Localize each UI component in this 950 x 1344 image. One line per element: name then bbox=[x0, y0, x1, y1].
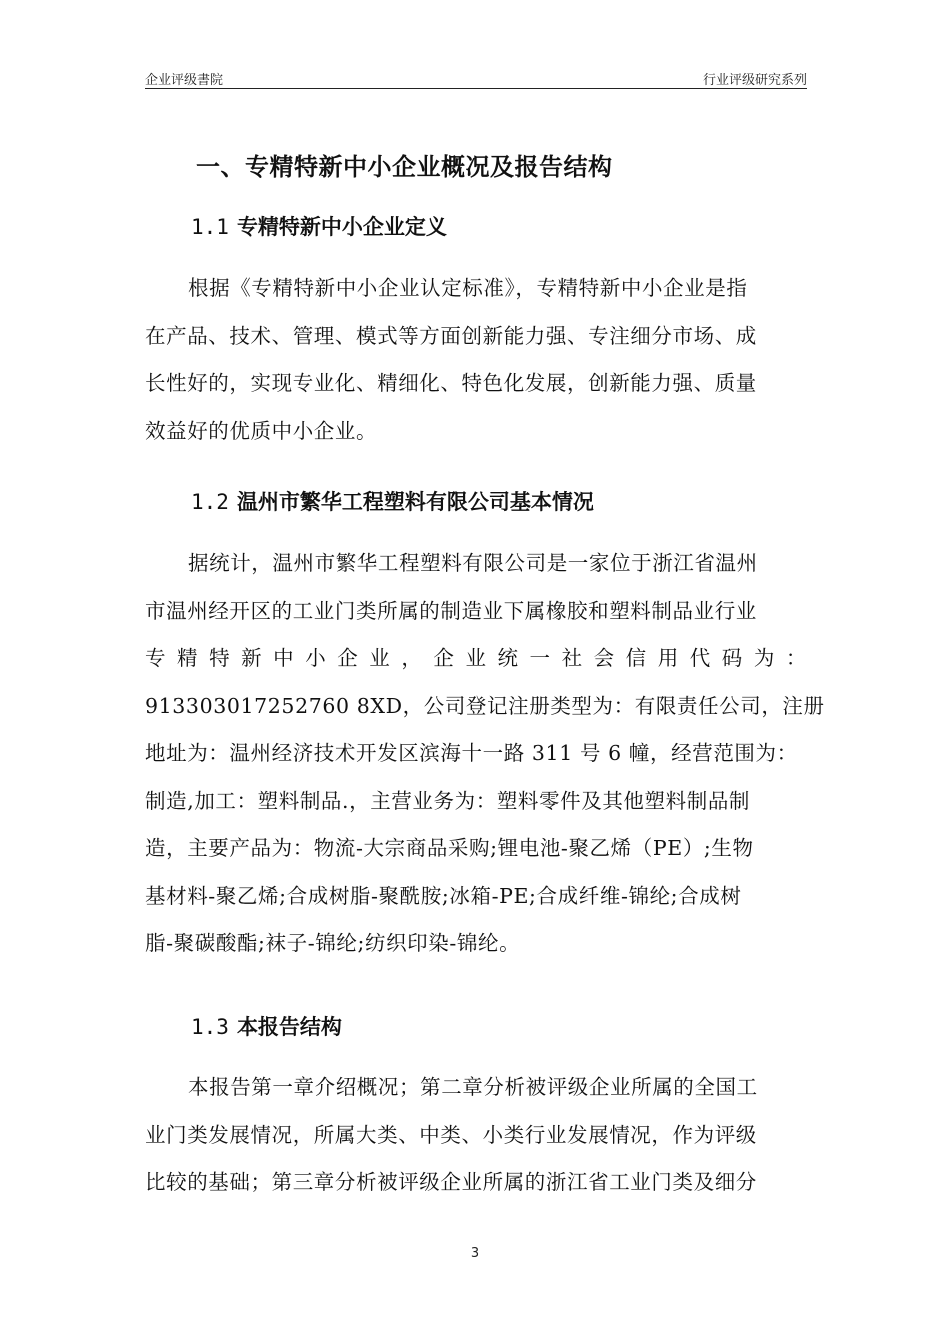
page-number: 3 bbox=[470, 1246, 480, 1261]
header-right-text: 行业评级研究系列 bbox=[702, 73, 807, 88]
paragraph-line: 长性好的，实现专业化、精细化、特色化发展，创新能力强、质量 bbox=[145, 371, 757, 395]
paragraph-line: 在产品、技术、管理、模式等方面创新能力强、专注细分市场、成 bbox=[145, 323, 757, 348]
paragraph-company-info bbox=[145, 540, 825, 968]
section-title: 本报告结构 bbox=[236, 1015, 342, 1039]
section-number: 1.3 bbox=[191, 1015, 229, 1039]
chapter-title: 一、专精特新中小企业概况及报告结构 bbox=[196, 153, 613, 181]
paragraph-line: 基材料-聚乙烯;合成树脂-聚酰胺;冰箱-PE;合成纤维-锦纶;合成树 bbox=[145, 883, 742, 908]
paragraph-line: 913303017252760 8XD，公司登记注册类型为：有限责任公司，注册 bbox=[145, 693, 825, 718]
section-heading-1-1 bbox=[191, 211, 447, 241]
section-number: 1.1 bbox=[191, 215, 229, 239]
section-heading-1-3 bbox=[191, 1011, 342, 1041]
paragraph-line: 市温州经开区的工业门类所属的制造业下属橡胶和塑料制品业行业 bbox=[145, 598, 757, 623]
section-title: 温州市繁华工程塑料有限公司基本情况 bbox=[236, 490, 594, 514]
section-number: 1.2 bbox=[191, 490, 229, 514]
paragraph-definition bbox=[145, 265, 807, 455]
paragraph-line: 据统计，温州市繁华工程塑料有限公司是一家位于浙江省温州 bbox=[188, 551, 758, 575]
paragraph-report-structure bbox=[145, 1064, 807, 1207]
paragraph-line: 地址为：温州经济技术开发区滨海十一路 311 号 6 幢，经营范围为： bbox=[145, 741, 798, 765]
paragraph-line: 造，主要产品为：物流-大宗商品采购;锂电池-聚乙烯（PE）;生物 bbox=[145, 836, 754, 860]
paragraph-line: 根据《专精特新中小企业认定标准》，专精特新中小企业是指 bbox=[188, 276, 748, 300]
header-left-text: 企业评级書院 bbox=[145, 73, 224, 88]
paragraph-line: 本报告第一章介绍概况；第二章分析被评级企业所属的全国工 bbox=[188, 1075, 758, 1099]
paragraph-line: 制造,加工：塑料制品.，主营业务为：塑料零件及其他塑料制品制 bbox=[145, 788, 751, 813]
paragraph-line: 比较的基础；第三章分析被评级企业所属的浙江省工业门类及细分 bbox=[145, 1170, 757, 1194]
paragraph-line: 专精特新中小企业，企业统一社会信用代码为： bbox=[145, 646, 807, 670]
paragraph-line: 脂-聚碳酸酯;袜子-锦纶;纺织印染-锦纶。 bbox=[145, 931, 521, 955]
paragraph-line: 效益好的优质中小企业。 bbox=[145, 418, 378, 443]
section-heading-1-2 bbox=[191, 486, 594, 516]
section-title: 专精特新中小企业定义 bbox=[236, 215, 447, 239]
paragraph-line: 业门类发展情况，所属大类、中类、小类行业发展情况，作为评级 bbox=[145, 1122, 757, 1147]
page-header bbox=[145, 66, 807, 89]
